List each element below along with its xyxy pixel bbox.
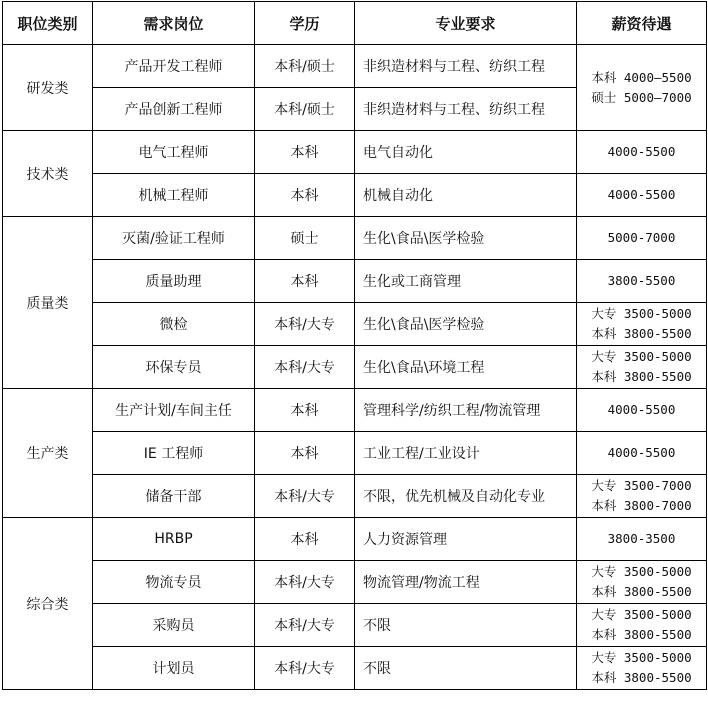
salary-line: 本科 3800-5500	[591, 326, 692, 341]
major-cell: 不限	[355, 647, 577, 690]
table-row	[3, 131, 707, 174]
salary-cell: 4000-5500	[577, 432, 707, 475]
table-row	[3, 432, 707, 475]
education-cell: 硕士	[255, 217, 355, 260]
major-cell: 物流管理/物流工程	[355, 561, 577, 604]
salary-cell	[577, 303, 707, 346]
recruitment-table	[2, 1, 707, 690]
position-cell: 质量助理	[93, 260, 255, 303]
category-quality: 质量类	[3, 217, 93, 389]
salary-line: 大专 3500-5000	[591, 349, 692, 364]
major-cell: 电气自动化	[355, 131, 577, 174]
salary-line: 大专 3500-7000	[591, 478, 692, 493]
salary-cell	[577, 604, 707, 647]
education-cell: 本科/大专	[255, 475, 355, 518]
education-cell: 本科	[255, 518, 355, 561]
education-cell: 本科/硕士	[255, 45, 355, 88]
salary-line: 大专 3500-5000	[591, 564, 692, 579]
major-cell: 管理科学/纺织工程/物流管理	[355, 389, 577, 432]
salary-cell: 4000-5500	[577, 174, 707, 217]
header-row	[3, 2, 707, 45]
table-row	[3, 604, 707, 647]
position-cell: 储备干部	[93, 475, 255, 518]
position-cell: 电气工程师	[93, 131, 255, 174]
major-cell: 不限，优先机械及自动化专业	[355, 475, 577, 518]
salary-line: 大专 3500-5000	[591, 607, 692, 622]
salary-line: 大专 3500-5000	[591, 650, 692, 665]
salary-line: 大专 3500-5000	[591, 306, 692, 321]
position-cell: 产品创新工程师	[93, 88, 255, 131]
position-cell: 生产计划/车间主任	[93, 389, 255, 432]
salary-cell	[577, 561, 707, 604]
education-cell: 本科/大专	[255, 604, 355, 647]
salary-line: 本科 3800-7000	[591, 498, 692, 513]
education-cell: 本科/大专	[255, 561, 355, 604]
education-cell: 本科/大专	[255, 346, 355, 389]
table-row	[3, 518, 707, 561]
category-general: 综合类	[3, 518, 93, 690]
major-cell: 生化\食品\医学检验	[355, 217, 577, 260]
table-row	[3, 475, 707, 518]
major-cell: 非织造材料与工程、纺织工程	[355, 88, 577, 131]
category-tech: 技术类	[3, 131, 93, 217]
table-row	[3, 647, 707, 690]
major-cell: 机械自动化	[355, 174, 577, 217]
salary-cell-rd	[577, 45, 707, 131]
header-education: 学历	[255, 2, 355, 45]
header-major: 专业要求	[355, 2, 577, 45]
table-row	[3, 260, 707, 303]
salary-line: 本科 3800-5500	[591, 584, 692, 599]
salary-line: 本科 3800-5500	[591, 670, 692, 685]
header-salary: 薪资待遇	[577, 2, 707, 45]
salary-line: 本科 4000—5500	[591, 69, 692, 85]
position-cell: IE 工程师	[93, 432, 255, 475]
position-cell: 产品开发工程师	[93, 45, 255, 88]
major-cell: 非织造材料与工程、纺织工程	[355, 45, 577, 88]
major-cell: 生化或工商管理	[355, 260, 577, 303]
major-cell: 人力资源管理	[355, 518, 577, 561]
major-cell: 生化\食品\医学检验	[355, 303, 577, 346]
salary-cell: 4000-5500	[577, 389, 707, 432]
education-cell: 本科	[255, 432, 355, 475]
position-cell: 采购员	[93, 604, 255, 647]
education-cell: 本科	[255, 389, 355, 432]
position-cell: 环保专员	[93, 346, 255, 389]
table-row	[3, 174, 707, 217]
table-row	[3, 389, 707, 432]
salary-line: 硕士 5000—7000	[591, 89, 692, 105]
salary-cell	[577, 346, 707, 389]
major-cell: 不限	[355, 604, 577, 647]
salary-cell: 3800-5500	[577, 260, 707, 303]
education-cell: 本科	[255, 174, 355, 217]
salary-line: 本科 3800-5500	[591, 627, 692, 642]
position-cell: 物流专员	[93, 561, 255, 604]
education-cell: 本科	[255, 131, 355, 174]
education-cell: 本科/大专	[255, 303, 355, 346]
salary-cell: 3800-3500	[577, 518, 707, 561]
major-cell: 工业工程/工业设计	[355, 432, 577, 475]
major-cell: 生化\食品\环境工程	[355, 346, 577, 389]
table-row	[3, 303, 707, 346]
position-cell: 计划员	[93, 647, 255, 690]
category-rd: 研发类	[3, 45, 93, 131]
salary-cell: 4000-5500	[577, 131, 707, 174]
position-cell: HRBP	[93, 518, 255, 561]
education-cell: 本科	[255, 260, 355, 303]
position-cell: 微检	[93, 303, 255, 346]
position-cell: 灭菌/验证工程师	[93, 217, 255, 260]
education-cell: 本科/硕士	[255, 88, 355, 131]
header-category: 职位类别	[3, 2, 93, 45]
education-cell: 本科/大专	[255, 647, 355, 690]
salary-cell: 5000-7000	[577, 217, 707, 260]
table-row	[3, 561, 707, 604]
table-row	[3, 45, 707, 88]
table-row	[3, 346, 707, 389]
salary-cell	[577, 647, 707, 690]
table-row	[3, 217, 707, 260]
salary-line: 本科 3800-5500	[591, 369, 692, 384]
position-cell: 机械工程师	[93, 174, 255, 217]
salary-cell	[577, 475, 707, 518]
category-production: 生产类	[3, 389, 93, 518]
header-position: 需求岗位	[93, 2, 255, 45]
